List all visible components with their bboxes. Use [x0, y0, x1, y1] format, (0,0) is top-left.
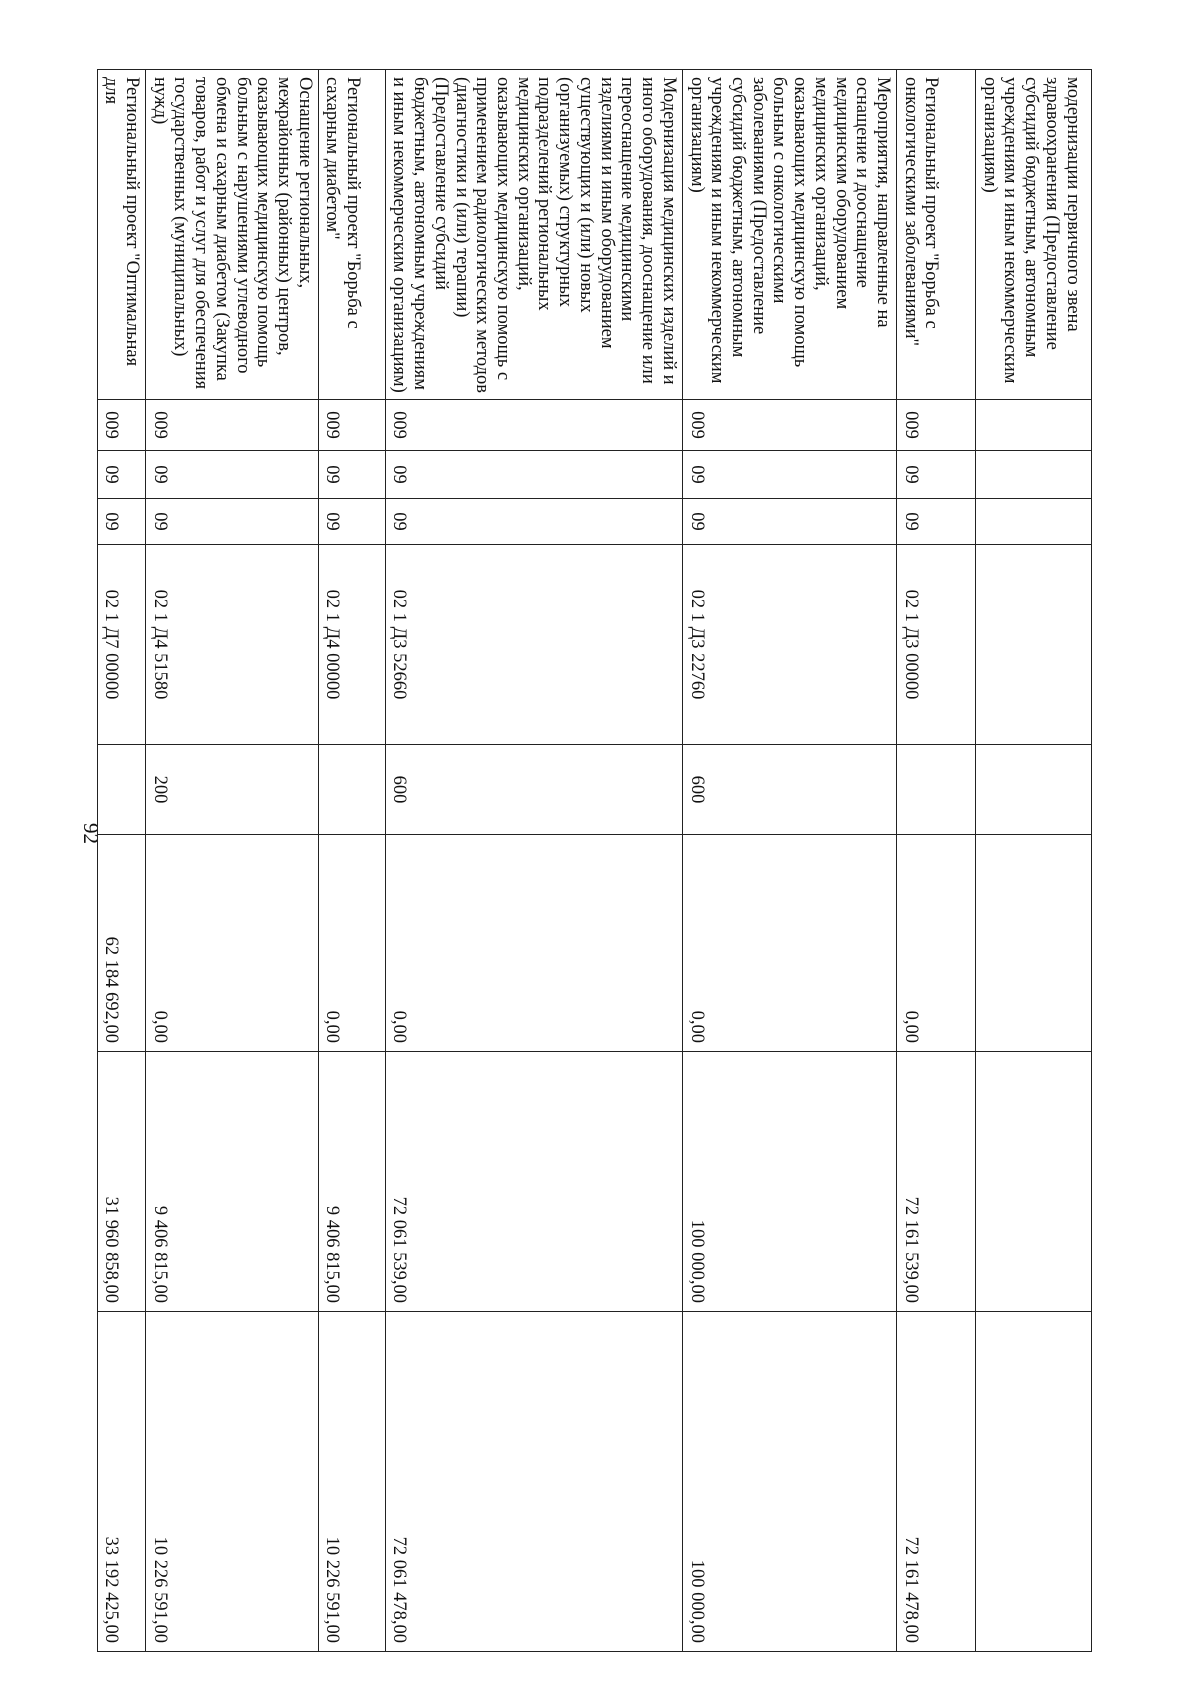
amount-year-1: 0,00 [682, 835, 896, 1052]
amount-year-3: 33 192 425,00 [97, 1312, 145, 1652]
amount-year-3: 10 226 591,00 [318, 1312, 385, 1652]
expense-type-code [97, 745, 145, 835]
amount-year-3: 72 161 478,00 [897, 1312, 976, 1652]
amount-year-2: 100 000,00 [682, 1052, 896, 1312]
row-name: Мероприятия, направленные на оснащение и дооснащение медицинским оборудованием медицинских организаций, оказывающих медицинскую помощь больным с онкологическими заболеваниями (Предоставление субсидий бюджетным, автономным учреждениям и иным некоммерческим организациям) [682, 70, 896, 400]
amount-year-2: 72 061 539,00 [385, 1052, 682, 1312]
section-code: 09 [97, 451, 145, 499]
section-code: 09 [897, 451, 976, 499]
subsection-code: 09 [146, 499, 319, 545]
row-name: Региональный проект "Борьба с сахарным диабетом" [318, 70, 385, 400]
page-number: 92 [79, 823, 103, 844]
section-code: 09 [318, 451, 385, 499]
row-name: Региональный проект "Оптимальная для [97, 70, 145, 400]
section-code: 09 [385, 451, 682, 499]
amount-year-1: 0,00 [318, 835, 385, 1052]
target-article-code: 02 1 Д7 00000 [97, 545, 145, 745]
amount-year-2: 9 406 815,00 [146, 1052, 319, 1312]
target-article-code: 02 1 Д4 51580 [146, 545, 319, 745]
row-name: модернизации первичного звена здравоохранения (Предоставление субсидий бюджетным, автономным учреждениям и иным некоммерческим организациям) [976, 70, 1092, 400]
amount-year-3: 10 226 591,00 [146, 1312, 319, 1652]
target-article-code: 02 1 Д4 00000 [318, 545, 385, 745]
table-row [97, 70, 145, 1652]
target-article-code: 02 1 Д3 00000 [897, 545, 976, 745]
ministry-code: 009 [682, 400, 896, 451]
subsection-code: 09 [897, 499, 976, 545]
ministry-code: 009 [146, 400, 319, 451]
expense-type-code [976, 745, 1092, 835]
amount-year-2: 72 161 539,00 [897, 1052, 976, 1312]
expense-type-code: 200 [146, 745, 319, 835]
amount-year-1: 0,00 [897, 835, 976, 1052]
row-name: Оснащение региональных, межрайонных (районных) центров, оказывающих медицинскую помощь больным с нарушениями углеводного обмена и сахарным диабетом (Закупка товаров, работ и услуг для обеспечения государственных (муниципальных) нужд) [146, 70, 319, 400]
amount-year-1 [976, 835, 1092, 1052]
ministry-code [976, 400, 1092, 451]
budget-table [97, 69, 1092, 1652]
amount-year-3: 100 000,00 [682, 1312, 896, 1652]
table-row [976, 70, 1092, 1652]
ministry-code: 009 [97, 400, 145, 451]
table-row [146, 70, 319, 1652]
subsection-code: 09 [682, 499, 896, 545]
target-article-code: 02 1 Д3 22760 [682, 545, 896, 745]
section-code: 09 [682, 451, 896, 499]
table-row [897, 70, 976, 1652]
amount-year-1: 0,00 [146, 835, 319, 1052]
row-name: Региональный проект "Борьба с онкологическими заболеваниями" [897, 70, 976, 400]
amount-year-3: 72 061 478,00 [385, 1312, 682, 1652]
ministry-code: 009 [897, 400, 976, 451]
amount-year-2 [976, 1052, 1092, 1312]
subsection-code [976, 499, 1092, 545]
amount-year-2: 31 960 858,00 [97, 1052, 145, 1312]
row-name: Модернизация медицинских изделий и иного оборудования, дооснащение или переоснащение медицинскими изделиями и иным оборудованием существующих и (или) новых (организуемых) структурных подразделений региональных медицинских организаций, оказывающих медицинскую помощь с применением радиологических методов (диагностики и (или) терапии) (Предоставление субсидий бюджетным, автономным учреждениям и иным некоммерческим организациям) [385, 70, 682, 400]
rotated-table-container [101, 69, 1092, 1651]
expense-type-code: 600 [385, 745, 682, 835]
target-article-code [976, 545, 1092, 745]
expense-type-code: 600 [682, 745, 896, 835]
subsection-code: 09 [97, 499, 145, 545]
table-row [318, 70, 385, 1652]
table-row [682, 70, 896, 1652]
expense-type-code [318, 745, 385, 835]
table-row [385, 70, 682, 1652]
table-body [97, 70, 1091, 1652]
ministry-code: 009 [318, 400, 385, 451]
target-article-code: 02 1 Д3 52660 [385, 545, 682, 745]
amount-year-2: 9 406 815,00 [318, 1052, 385, 1312]
expense-type-code [897, 745, 976, 835]
section-code: 09 [146, 451, 319, 499]
amount-year-1: 62 184 692,00 [97, 835, 145, 1052]
amount-year-3 [976, 1312, 1092, 1652]
amount-year-1: 0,00 [385, 835, 682, 1052]
subsection-code: 09 [318, 499, 385, 545]
ministry-code: 009 [385, 400, 682, 451]
subsection-code: 09 [385, 499, 682, 545]
section-code [976, 451, 1092, 499]
